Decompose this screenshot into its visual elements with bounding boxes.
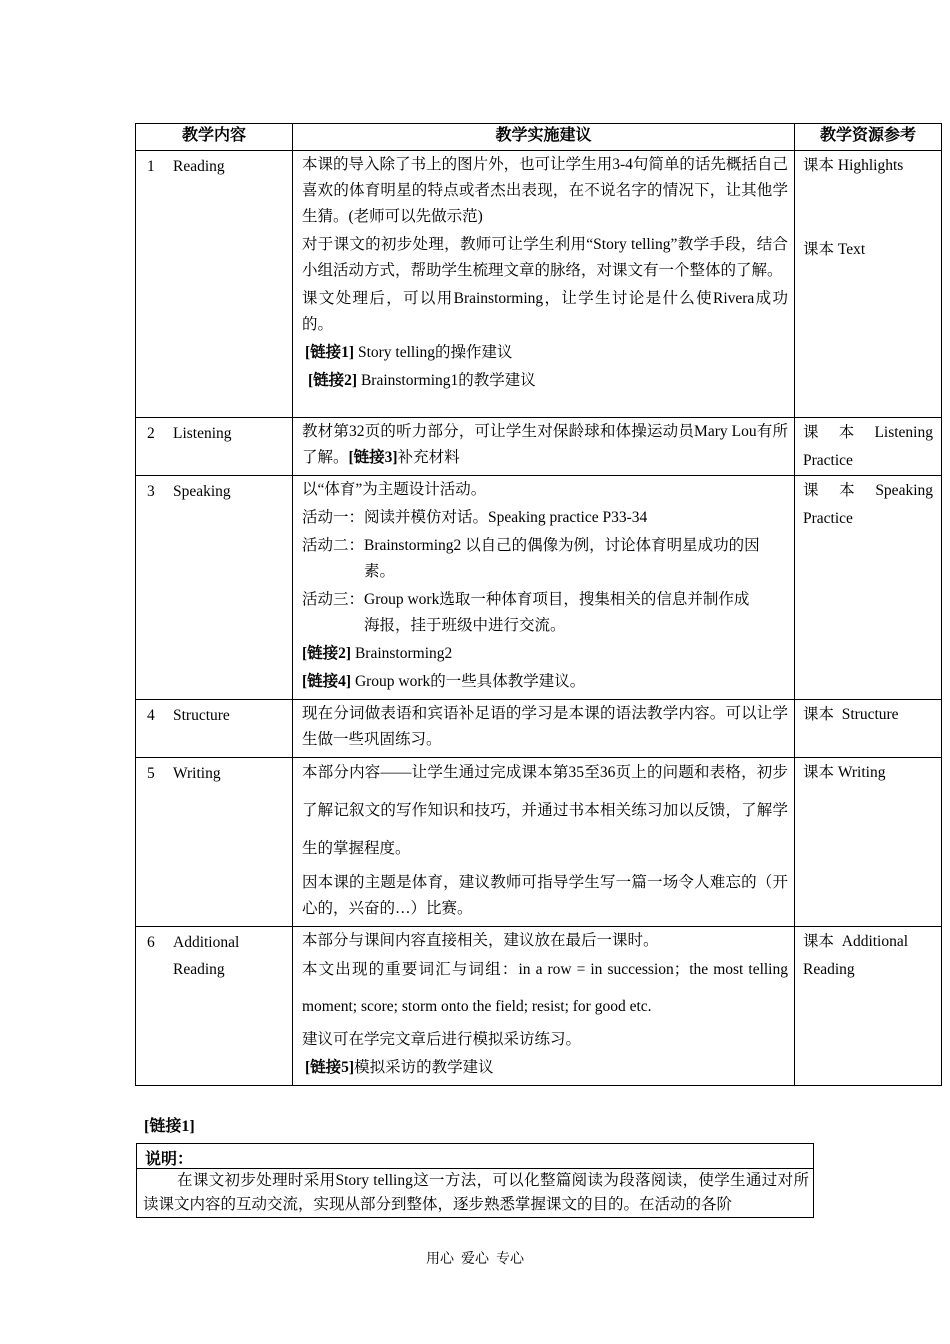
note-box bbox=[136, 1143, 814, 1218]
row-topic: Additional bbox=[173, 934, 240, 951]
resource-text: 课 bbox=[803, 424, 819, 441]
link-tag[interactable]: [链接2] bbox=[308, 372, 358, 389]
suggestion-text: 教材第32页的听力部分，可让学生对保龄球和体操运动员Mary Lou有所了解。 bbox=[302, 423, 788, 466]
suggestion-text: 以“体育”为主题设计活动。 bbox=[302, 481, 487, 498]
resource-text: Speaking bbox=[875, 482, 933, 499]
resource-text: Reading bbox=[803, 961, 855, 978]
row-number: 3 bbox=[147, 483, 155, 500]
resource-text: 课本 Structure bbox=[803, 706, 899, 723]
link-tag[interactable]: [链接2] bbox=[302, 645, 352, 662]
table-row bbox=[136, 151, 942, 418]
row-topic: Reading bbox=[173, 961, 225, 978]
suggestion-text: 建议可在学完文章后进行模拟采访练习。 bbox=[302, 1031, 582, 1048]
resource-text: 课本 Additional bbox=[803, 933, 909, 950]
row-topic: Listening bbox=[173, 425, 232, 442]
link-tag[interactable]: [链接5] bbox=[305, 1059, 355, 1076]
resource-text: 课 bbox=[803, 482, 819, 499]
row-number: 6 bbox=[147, 934, 155, 951]
row-number: 5 bbox=[147, 765, 155, 782]
header-suggestions: 教学实施建议 bbox=[293, 124, 795, 151]
resource-text: 课本 Text bbox=[803, 241, 866, 258]
link-tag[interactable]: [链接3] bbox=[348, 449, 398, 466]
row-number: 1 bbox=[147, 158, 155, 175]
row-topic: Writing bbox=[173, 765, 221, 782]
suggestion-text: 本课的导入除了书上的图片外，也可让学生用3-4句简单的话先概括自己喜欢的体育明星的特点或者杰出表现，在不说名字的情况下，让其他学生猜。(老师可以先做示范) bbox=[302, 156, 788, 225]
suggestion-text: 因本课的主题是体育，建议教师可指导学生写一篇一场令人难忘的（开心的，兴奋的…）比赛。 bbox=[302, 874, 788, 917]
suggestion-text: 活动二：Brainstorming2 以自己的偶像为例，讨论体育明星成功的因 bbox=[302, 537, 760, 554]
resource-text: 本 bbox=[839, 482, 855, 499]
resource-text: 课本 Writing bbox=[803, 764, 886, 781]
table-row bbox=[136, 927, 942, 1086]
resource-text: 课本 Highlights bbox=[803, 157, 904, 174]
resource-text: Practice bbox=[803, 510, 853, 527]
table-header-row bbox=[136, 124, 942, 151]
table-row bbox=[136, 476, 942, 700]
row-topic: Speaking bbox=[173, 483, 231, 500]
resource-text: Practice bbox=[803, 452, 853, 469]
resource-text: 本 bbox=[838, 424, 855, 441]
note-text: 在课文初步处理时采用Story telling这一方法，可以化整篇阅读为段落阅读，使学生通过对所读课文内容的互动交流，实现从部分到整体，逐步熟悉掌握课文的目的。在活动的各阶 bbox=[143, 1172, 809, 1213]
row-topic: Reading bbox=[173, 158, 225, 175]
row-number: 4 bbox=[147, 707, 155, 724]
link-text: Brainstorming2 bbox=[351, 645, 453, 662]
suggestion-text: 本部分内容——让学生通过完成课本第35至36页上的问题和表格，初步了解记叙文的写作知识和技巧，并通过书本相关练习加以反馈，了解学生的掌握程度。 bbox=[302, 764, 788, 857]
page-footer: 用心 爱心 专心 bbox=[426, 1252, 524, 1267]
suggestion-text: 现在分词做表语和宾语补足语的学习是本课的语法教学内容。可以让学生做一些巩固练习。 bbox=[302, 705, 788, 748]
note-title: 说明： bbox=[145, 1151, 194, 1168]
header-resources: 教学资源参考 bbox=[795, 124, 942, 151]
suggestion-text: 对于课文的初步处理，教师可让学生利用“Story telling”教学手段，结合小组活动方式，帮助学生梳理文章的脉络，对课文有一个整体的了解。 bbox=[302, 236, 788, 279]
teaching-plan-table bbox=[135, 123, 942, 1086]
row-topic: Structure bbox=[173, 707, 230, 724]
link-text: 模拟采访的教学建议 bbox=[354, 1059, 494, 1076]
link-text: 补充材料 bbox=[397, 449, 460, 466]
table-row bbox=[136, 418, 942, 476]
table-row bbox=[136, 758, 942, 927]
table-row bbox=[136, 700, 942, 758]
link-tag[interactable]: [链接4] bbox=[302, 673, 352, 690]
suggestion-text: 课文处理后，可以用Brainstorming，让学生讨论是什么使Rivera成功的。 bbox=[302, 290, 788, 333]
suggestion-text: 本文出现的重要词汇与词组：in a row = in succession；the most telling moment; score; storm onto the field; resist; for good etc. bbox=[302, 961, 788, 1015]
resource-text: Listening bbox=[874, 424, 933, 441]
suggestion-text: 活动三：Group work选取一种体育项目，搜集相关的信息并制作成 bbox=[302, 591, 750, 608]
row-number: 2 bbox=[147, 425, 155, 442]
suggestion-text: 活动一：阅读并模仿对话。Speaking practice P33-34 bbox=[302, 509, 648, 526]
suggestion-text: 海报，挂于班级中进行交流。 bbox=[364, 617, 566, 634]
section-label: [链接1] bbox=[144, 1118, 195, 1135]
suggestion-text: 素。 bbox=[364, 563, 396, 580]
link-text: Group work的一些具体教学建议。 bbox=[351, 673, 586, 690]
link-text: Brainstorming1的教学建议 bbox=[357, 372, 536, 389]
header-content: 教学内容 bbox=[136, 124, 293, 151]
link-tag[interactable]: [链接1] bbox=[305, 344, 355, 361]
suggestion-text: 本部分与课间内容直接相关，建议放在最后一课时。 bbox=[302, 932, 659, 949]
link-text: Story telling的操作建议 bbox=[354, 344, 513, 361]
